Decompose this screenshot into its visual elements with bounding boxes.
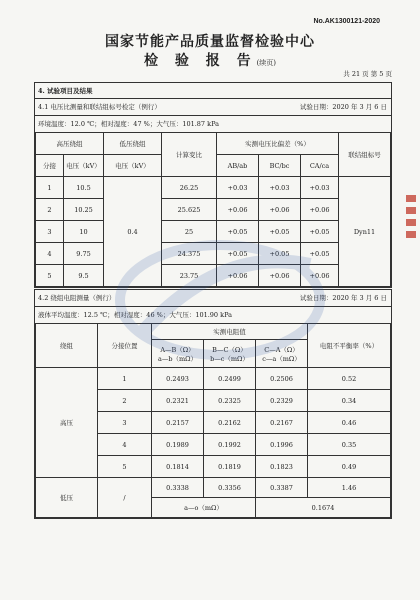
report-number: No.AK1300121-2020 <box>313 18 380 25</box>
hv-cell: 10 <box>64 221 104 243</box>
ab-cell: 0.3338 <box>152 478 204 498</box>
bc-cell: +0.06 <box>259 199 301 221</box>
ca-header: CA/ca <box>301 155 339 177</box>
tap-header: 分接 <box>36 155 64 177</box>
bc-header: BC/bc <box>259 155 301 177</box>
ab-header-top: A—B（Ω） <box>160 345 195 354</box>
ratio-cell: 23.75 <box>162 265 217 287</box>
sec41-title-row <box>35 99 391 116</box>
calc-ratio-header: 计算变比 <box>162 133 217 177</box>
page-count: 共 21 页 第 5 页 <box>343 70 392 78</box>
unbalance-cell: 0.34 <box>308 390 391 412</box>
tap-cell: 1 <box>36 177 64 199</box>
hv-cell: 10.5 <box>64 177 104 199</box>
report-title <box>0 50 420 70</box>
tap-cell: 5 <box>36 265 64 287</box>
ca-cell: 0.2167 <box>256 412 308 434</box>
ab-cell: 0.2493 <box>152 368 204 390</box>
measured-dev-header: 实测电压比偏差（%） <box>217 133 339 155</box>
ca-cell: 0.1996 <box>256 434 308 456</box>
tap-cell: 3 <box>98 412 152 434</box>
ca-header-top: C—A（Ω） <box>264 345 299 354</box>
tap-cell: 4 <box>36 243 64 265</box>
tap-position-header: 分接位置 <box>98 324 152 368</box>
sec41-env <box>35 116 391 132</box>
table-row <box>36 199 391 221</box>
ca-cell: +0.06 <box>301 265 339 287</box>
ca-cell: +0.03 <box>301 177 339 199</box>
ratio-cell: 25 <box>162 221 217 243</box>
bc-header-top: B—C（Ω） <box>212 345 247 354</box>
sec41-test-date: 试验日期：2020 年 3 月 6 日 <box>299 103 387 111</box>
bc-cell: 0.2499 <box>204 368 256 390</box>
sec42-test-date: 试验日期：2020 年 3 月 6 日 <box>299 294 387 302</box>
unbalance-cell: 1.46 <box>308 478 391 498</box>
sec41-env-text: 环境温度：12.0 ℃；相对湿度：47 %；大气压：101.87 kPa <box>38 120 220 128</box>
unbalance-cell: 0.35 <box>308 434 391 456</box>
bc-header-bottom: b—c（mΩ） <box>210 354 249 363</box>
winding-header: 绕组 <box>36 324 98 368</box>
tap-cell: 4 <box>98 434 152 456</box>
unbalance-cell: 0.49 <box>308 456 391 478</box>
tap-cell: 2 <box>98 390 152 412</box>
report-title-text: 检 验 报 告 <box>143 53 257 69</box>
unbalance-cell: 0.46 <box>308 412 391 434</box>
connection-cell: Dyn11 <box>339 177 391 287</box>
hv-cell: 10.25 <box>64 199 104 221</box>
ratio-cell: 24.375 <box>162 243 217 265</box>
ca-cell: 0.3387 <box>256 478 308 498</box>
ab-cell: 0.1814 <box>152 456 204 478</box>
watermark-swoosh <box>140 261 310 335</box>
tap-cell: 1 <box>98 368 152 390</box>
ca-cell: 0.2329 <box>256 390 308 412</box>
ca-cell: 0.1823 <box>256 456 308 478</box>
lv-voltage-header: 电压（kV） <box>104 155 162 177</box>
ab-cell: +0.03 <box>217 177 259 199</box>
bc-cell: +0.03 <box>259 177 301 199</box>
hv-cell: 9.5 <box>64 265 104 287</box>
ca-cell: 0.2506 <box>256 368 308 390</box>
bc-cell: 0.1992 <box>204 434 256 456</box>
connection-label-header: 联结组标号 <box>339 133 391 177</box>
ab-cell: 0.2157 <box>152 412 204 434</box>
ab-cell: +0.06 <box>217 199 259 221</box>
ratio-cell: 25.625 <box>162 199 217 221</box>
bc-cell: +0.05 <box>259 243 301 265</box>
ab-cell: 0.2321 <box>152 390 204 412</box>
ab-cell: 0.1989 <box>152 434 204 456</box>
measured-resistance-header: 实测电阻值 <box>152 324 308 340</box>
stamp-mark <box>406 195 416 202</box>
sec42-env-text: 液体平均温度：12.5 ℃；相对湿度：46 %；大气压：101.90 kPa <box>38 311 233 319</box>
bc-cell: 0.2162 <box>204 412 256 434</box>
bc-cell: +0.05 <box>259 221 301 243</box>
ab-cell: +0.05 <box>217 221 259 243</box>
lv-winding-cell: 低压 <box>36 478 98 518</box>
lv-winding-header: 低压绕组 <box>104 133 162 155</box>
tap-cell: 2 <box>36 199 64 221</box>
side-seal-stamp <box>406 190 418 260</box>
unbalance-cell: 0.52 <box>308 368 391 390</box>
tap-cell: 5 <box>98 456 152 478</box>
bc-cell: 0.1819 <box>204 456 256 478</box>
ratio-cell: 26.25 <box>162 177 217 199</box>
ab-cell: +0.06 <box>217 265 259 287</box>
center-name: 国家节能产品质量监督检验中心 <box>105 34 315 50</box>
unbalance-header: 电阻不平衡率（%） <box>308 324 391 368</box>
tap-cell: 3 <box>36 221 64 243</box>
ao-label-cell: a—o（mΩ） <box>152 498 256 518</box>
hv-cell: 9.75 <box>64 243 104 265</box>
table-row <box>36 177 391 199</box>
stamp-mark <box>406 207 416 214</box>
hv-voltage-header: 电压（kV） <box>64 155 104 177</box>
table-row <box>36 478 391 498</box>
watermark-logo <box>100 225 340 375</box>
stamp-mark <box>406 231 416 238</box>
ab-header-bottom: a—b（mΩ） <box>157 354 198 363</box>
hv-winding-cell: 高压 <box>36 368 98 478</box>
tap-cell: / <box>98 478 152 518</box>
ab-header: AB/ab <box>217 155 259 177</box>
continued-label: (续页) <box>256 59 277 67</box>
section-title: 4. 试验项目及结果 <box>35 83 391 99</box>
bc-cell: 0.3356 <box>204 478 256 498</box>
sec42-title: 4.2 绕组电阻测量（例行） <box>38 294 116 302</box>
ca-cell: +0.05 <box>301 243 339 265</box>
ca-cell: +0.05 <box>301 221 339 243</box>
stamp-mark <box>406 219 416 226</box>
ao-value-cell: 0.1674 <box>256 498 391 518</box>
bc-cell: 0.2325 <box>204 390 256 412</box>
hv-winding-header: 高压绕组 <box>36 133 104 155</box>
ca-cell: +0.06 <box>301 199 339 221</box>
bc-cell: +0.06 <box>259 265 301 287</box>
ca-header-bottom: c—a（mΩ） <box>262 354 301 363</box>
ab-cell: +0.05 <box>217 243 259 265</box>
sec41-title: 4.1 电压比测量和联结组标号检定（例行） <box>38 103 161 111</box>
lv-voltage-cell: 0.4 <box>104 177 162 287</box>
